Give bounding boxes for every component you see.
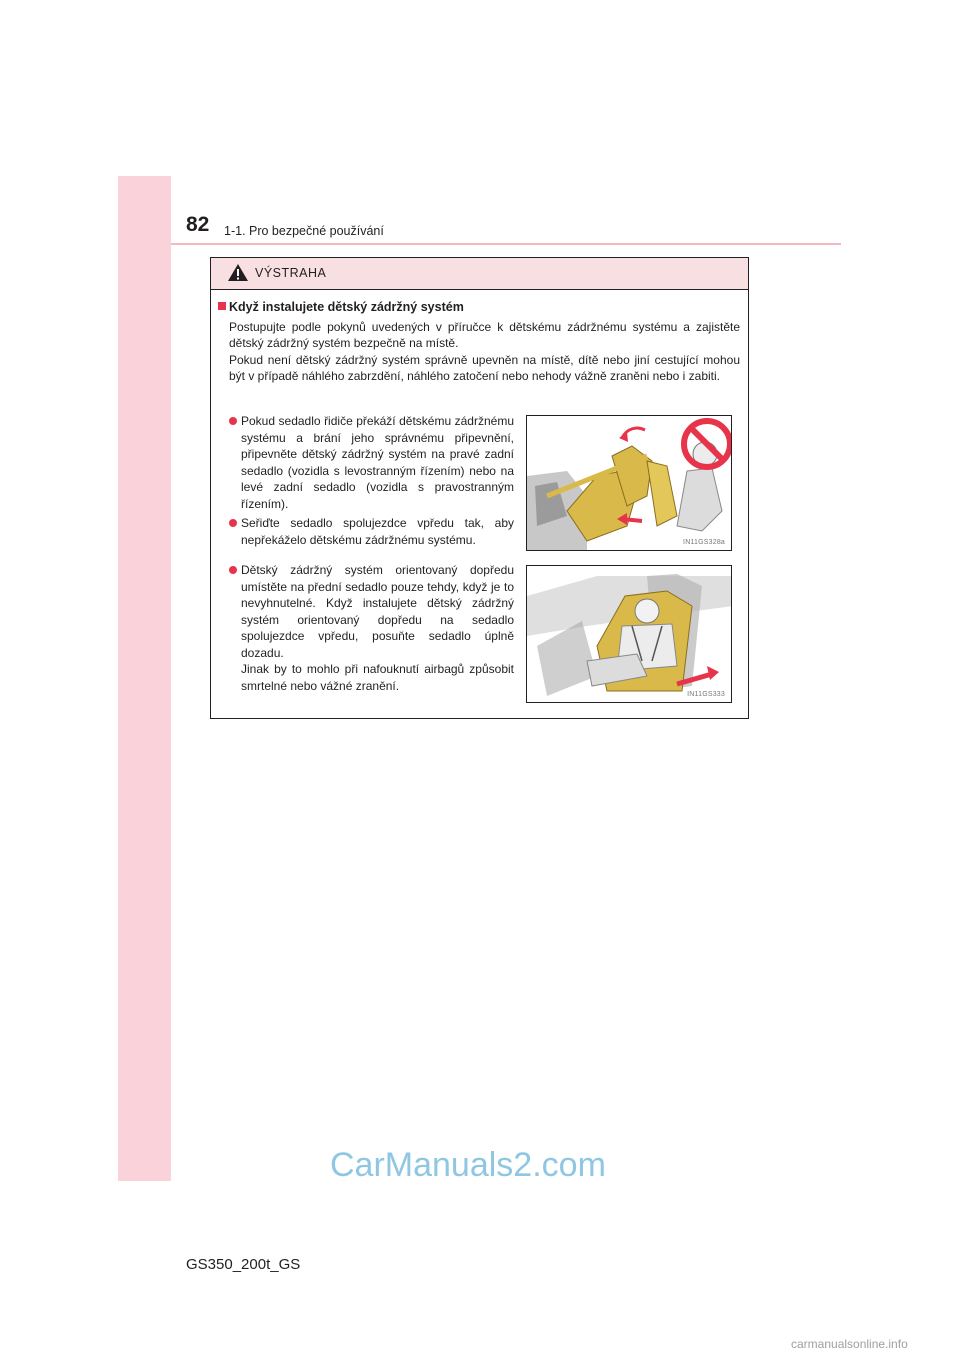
bullet-text: Seřiďte sedadlo spolujezdce vpředu tak, aby nepřekáželo dětskému zádržnému systému.: [241, 516, 514, 547]
bullet-item-forward-facing: [229, 562, 514, 694]
bullet-text-continued: Jinak by to mohlo při nafouknutí airbagů způsobit smrtelné nebo vážné zranění.: [241, 662, 514, 693]
warning-paragraph-1: Postupujte podle pokynů uvedených v příručce k dětskému zádržnému systému a zajistěte dětský zádržný systém bezpečně na místě.: [229, 320, 740, 350]
chapter-sidebar-tab: [118, 176, 171, 1181]
footer-model-code: GS350_200t_GS: [186, 1256, 301, 1273]
bullet-dot-icon: [229, 519, 237, 527]
section-title: 1-1. Pro bezpečné používání: [224, 224, 384, 238]
figure-code: IN11GS333: [687, 691, 725, 698]
figure-forward-facing-front-seat: [526, 565, 732, 703]
bullet-text: Pokud sedadlo řidiče překáží dětskému zádržnému systému a brání jeho správnému připevnění, připevněte dětský zádržný systém na pravé zadní sedadlo (vozidla s levostranným řízením) nebo na levé zadní sedadlo (vozidla s pravostranným řízením).: [241, 414, 514, 511]
warning-paragraph-2: Pokud není dětský zádržný systém správně upevněn na místě, dítě nebo jiní cestující mohou být v případě náhlého zabrzdění, náhlého zatočení nebo nehody vážně zraněni nebo i zabiti.: [229, 353, 740, 383]
figure-driver-seat-interference: [526, 415, 732, 551]
bullet-text: Dětský zádržný systém orientovaný dopředu umístěte na přední sedadlo pouze tehdy, když je to nevyhnutelné. Když instalujete dětský zádržný systém orientovaný dopředu na sedadlo spolujezdce vpředu, posuňte sedadlo úplně dozadu.: [241, 563, 514, 660]
bullet-item-driver-seat: [229, 413, 514, 512]
warning-triangle-icon: [227, 263, 249, 282]
warning-heading: Když instalujete dětský zádržný systém: [229, 300, 464, 314]
warning-header: [211, 258, 748, 290]
bullet-dot-icon: [229, 417, 237, 425]
bullet-item-front-passenger: [229, 515, 514, 548]
watermark-carmanualsonline: carmanualsonline.info: [791, 1337, 908, 1351]
child-seat-illustration-2: [527, 566, 732, 703]
watermark-carmanuals2: CarManuals2.com: [330, 1146, 606, 1184]
page-number: 82: [186, 213, 210, 236]
child-seat-illustration-1: [527, 416, 732, 551]
figure-code: IN11GS328a: [683, 539, 725, 546]
bullet-dot-icon: [229, 566, 237, 574]
heading-square-icon: [218, 302, 226, 310]
warning-title: VÝSTRAHA: [255, 266, 327, 280]
header-rule: [171, 243, 841, 245]
